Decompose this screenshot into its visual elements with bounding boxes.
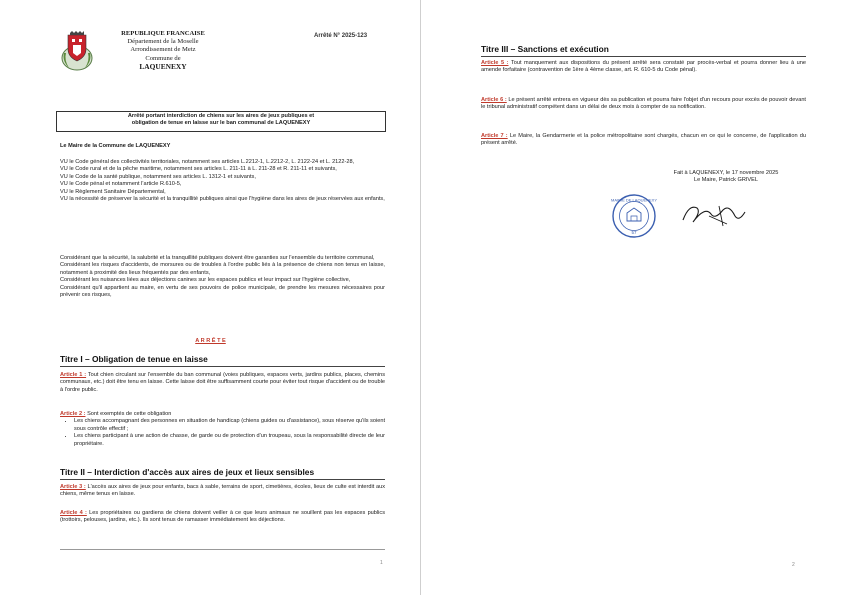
signature-block bbox=[651, 170, 801, 185]
visa-item: VU la nécessité de préserver la sécurité et la tranquillité publiques ainsi que l'hygiène dans les aires de jeux réservées aux enfants, bbox=[60, 196, 385, 203]
article-6-label: Article 6 : bbox=[481, 97, 507, 103]
article-4-text: Les propriétaires ou gardiens de chiens doivent veiller à ce que leurs animaux ne souillent pas les espaces publics (trottoirs, pelouses, jardins, etc.). Ils sont tenus de ramasser immédiatement les déjections. bbox=[60, 510, 385, 524]
republic-label: REPUBLIQUE FRANCAISE bbox=[121, 30, 205, 37]
mayor-heading: Le Maire de la Commune de LAQUENEXY bbox=[60, 143, 171, 149]
title-3-rule bbox=[481, 56, 806, 57]
letterhead bbox=[108, 30, 218, 71]
article-1 bbox=[60, 372, 385, 394]
article-7-text: Le Maire, la Gendarmerie et la police métropolitaine sont chargés, chacun en ce qui le concerne, de l'application du présent arrêté. bbox=[481, 133, 806, 147]
article-6-text: Le présent arrêté entrera en vigueur dès sa publication et pourra faire l'objet d'un recours pour excès de pouvoir devant le tribunal administratif compétent dans un délai de deux mois à compter de sa notification. bbox=[481, 97, 806, 111]
page-number-1: 1 bbox=[380, 560, 383, 566]
considerant-item: Considérant les risques d'accidents, de morsures ou de troubles à l'ordre public liés à la présence de chiens non tenus en laisse, notamment à proximité des lieux fréquentés par des enfants, bbox=[60, 262, 385, 276]
place-date: Fait à LAQUENEXY, le 17 novembre 2025 bbox=[673, 170, 779, 176]
decree-title-box bbox=[56, 111, 386, 132]
stamp-text: MAIRIE DE LAQUENEXY bbox=[611, 197, 657, 203]
considerant-item: Considérant les nuisances liées aux déjections canines sur les espaces publics et leur impact sur l'hygiène collective, bbox=[60, 277, 351, 284]
footer-rule bbox=[60, 549, 385, 550]
arrondissement-label: Arrondissement de Metz bbox=[130, 46, 196, 54]
arrete-heading: A R R Ê T E bbox=[195, 338, 226, 344]
decree-title-line-1: Arrêté portant interdiction de chiens sur les aires de jeux publiques et bbox=[127, 113, 315, 119]
article-5 bbox=[481, 60, 806, 75]
coat-of-arms-icon bbox=[60, 31, 94, 73]
article-7-label: Article 7 : bbox=[481, 133, 508, 139]
article-2 bbox=[60, 411, 385, 448]
article-6 bbox=[481, 97, 806, 112]
list-item: • Les chiens participant à une action de chasse, de garde ou de protection d'un troupeau, sous la responsabilité directe de leur propriétaire. bbox=[74, 433, 385, 448]
article-2-label: Article 2 : bbox=[60, 411, 86, 417]
commune-label: Commune de bbox=[145, 54, 181, 62]
article-3 bbox=[60, 484, 385, 499]
considerant-item: Considérant que la sécurité, la salubrité et la tranquillité publiques doivent être garanties sur l'ensemble du territoire communal, bbox=[60, 255, 375, 261]
page-number-2: 2 bbox=[792, 562, 795, 568]
title-1-rule bbox=[60, 366, 385, 367]
list-item: • Les chiens accompagnant des personnes en situation de handicap (chiens guides ou d'assistance), sous réserve qu'ils soient sous contrôle effectif ; bbox=[74, 418, 385, 433]
commune-name: LAQUENEXY bbox=[139, 61, 187, 71]
mairie-stamp-icon bbox=[611, 193, 657, 239]
visa-item: VU le Code général des collectivités territoriales, notamment ses articles L.2212-1, L.2212-2, L. 2122-24 et L. 2122-28, bbox=[60, 159, 355, 165]
arrete-number: Arrêté N° 2025-123 bbox=[314, 33, 368, 39]
title-2-rule bbox=[60, 479, 385, 480]
stamp-dept: 57 bbox=[631, 230, 637, 235]
article-4 bbox=[60, 510, 385, 525]
article-2-list bbox=[60, 418, 385, 448]
article-5-label: Article 5 : bbox=[481, 60, 509, 66]
considerant-item: Considérant qu'il appartient au maire, en vertu de ses pouvoirs de police municipale, de prendre les mesures nécessaires pour prévenir ces risques, bbox=[60, 284, 385, 299]
title-3: Titre III – Sanctions et exécution bbox=[481, 44, 609, 54]
article-3-label: Article 3 : bbox=[60, 484, 86, 490]
article-3-text: L'accès aux aires de jeux pour enfants, bacs à sable, terrains de sport, cimetières, écoles, lieux de culte est interdit aux chiens, même tenus en laisse. bbox=[60, 484, 385, 498]
page-2 bbox=[421, 0, 842, 595]
decree-title-line-2: obligation de tenue en laisse sur le ban communal de LAQUENEXY bbox=[131, 120, 311, 127]
considerants-block bbox=[60, 255, 385, 299]
department-label: Département de la Moselle bbox=[127, 38, 199, 46]
signer-name: Le Maire, Patrick GRIVEL bbox=[693, 177, 759, 184]
article-1-text: Tout chien circulant sur l'ensemble du ban communal (voies publiques, espaces verts, jardins publics, places, chemins communaux, etc.) doit être tenu en laisse. Cette laisse doit être suffisamment courte pour éviter tout risque d'accident ou de trouble à l'ordre public. bbox=[60, 372, 385, 393]
title-2: Titre II – Interdiction d'accès aux aires de jeux et lieux sensibles bbox=[60, 467, 315, 477]
article-5-text: Tout manquement aux dispositions du présent arrêté sera constaté par procès-verbal et pourra donner lieu à une amende forfaitaire (contravention de 1ère à 4ème classe, art. R. 610-5 du Code pénal). bbox=[481, 60, 807, 74]
article-7 bbox=[481, 133, 806, 148]
article-4-label: Article 4 : bbox=[60, 510, 87, 516]
visa-item: VU le Code rural et de la pêche maritime, notamment ses articles L. 211-11 à L. 211-28 et R. 211-11 et suivants, bbox=[60, 166, 337, 173]
article-1-label: Article 1 : bbox=[60, 372, 87, 378]
visa-item: VU le Code de la santé publique, notamment ses articles L. 1312-1 et suivants, bbox=[60, 173, 256, 180]
visa-item: VU le Règlement Sanitaire Départemental, bbox=[60, 188, 166, 195]
title-1: Titre I – Obligation de tenue en laisse bbox=[60, 354, 208, 364]
visa-item: VU le Code pénal et notamment l'article R.610-5, bbox=[60, 181, 182, 188]
visas-block bbox=[60, 159, 385, 203]
article-2-text: Sont exemptés de cette obligation bbox=[87, 411, 172, 417]
handwritten-signature-icon bbox=[679, 198, 749, 230]
